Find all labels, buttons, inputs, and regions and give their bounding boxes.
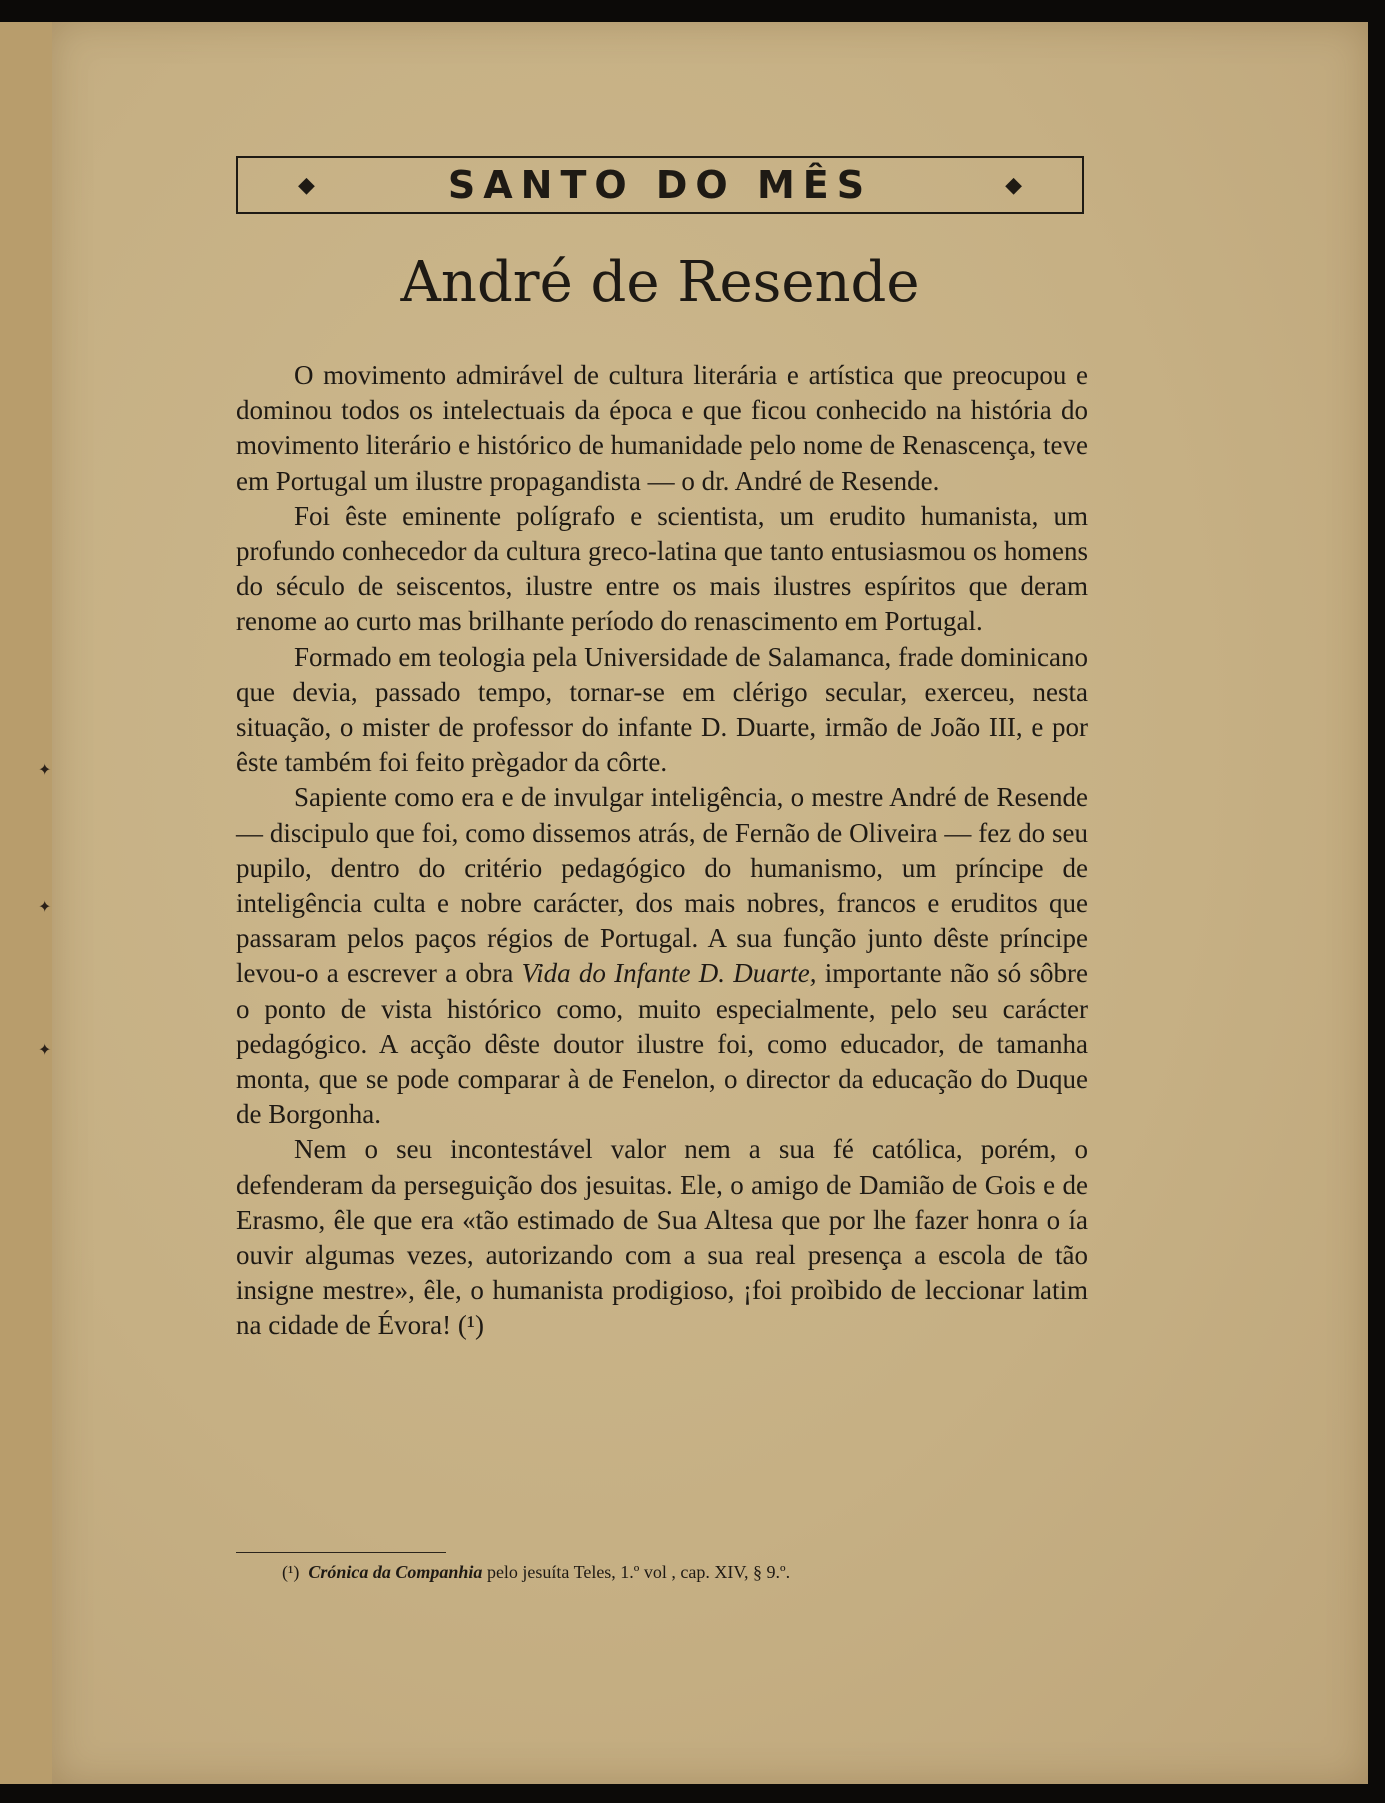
binding-staple-mark: ✦ — [38, 1040, 52, 1059]
binding-staple-mark: ✦ — [38, 760, 52, 779]
footnote-title: Crónica da Companhia — [308, 1562, 483, 1582]
paragraph: Nem o seu incontestável valor nem a sua fé católica, porém, o defenderam da perseguição dos jesuitas. Ele, o amigo de Damião de Gois e de Erasmo, êle que era «tão estimado de Sua Altesa que por lhe fazer honra o ía ouvir algumas vezes, autorizando com a sua real presença a escola de tão insigne mestre», êle, o humanista prodigioso, ¡foi proìbido de leccionar latim na cidade de Évora! (¹) — [236, 1134, 1088, 1341]
paragraph: Sapiente como era e de invulgar inteligência, o mestre André de Resende — discipulo que foi, como dissemos atrás, de Fernão de Oliveira — fez do seu pupilo, dentro do critério pedagógico do humanismo, um príncipe de inteligência culta e nobre carácter, dos mais nobres, francos e eruditos que passaram pelos paços régios de Portugal. A sua função junto dêste príncipe levou-o a escrever a obra Vida do Infante D. Duarte, importante não só sôbre o ponto de vista histórico como, muito especialmente, pelo seu carácter pedagógico. A acção dêste doutor ilustre foi, como educador, de tamanha monta, que se pode comparar à de Fenelon, o director da educação do Duque de Borgonha. — [236, 782, 1088, 1130]
footnote-rule — [236, 1552, 446, 1553]
paragraph: O movimento admirável de cultura literária e artística que preocupou e dominou todos os intelectuais da época e que ficou conhecido na história do movimento literário e histórico de humanidade pelo nome de Renascença, teve em Portugal um ilustre propagandista — o dr. André de Resende. — [236, 360, 1088, 496]
article-title: André de Resende — [400, 250, 920, 315]
paragraph: Foi êste eminente polígrafo e scientista, um erudito humanista, um profundo conhecedor da cultura greco-latina que tanto entusiasmou os homens do século de seiscentos, ilustre entre os mais ilustres espíritos que deram renome ao curto mas brilhante período do renascimento em Portugal. — [236, 500, 1088, 637]
footnote-text: pelo jesuíta Teles, 1.º vol , cap. XIV, § 9.º. — [482, 1562, 791, 1582]
section-header — [236, 156, 1084, 214]
diamond-ornament-icon: ◆ — [298, 172, 315, 198]
book-title: Vida do Infante D. Duarte, — [521, 958, 817, 989]
paragraph: Formado em teologia pela Universidade de Salamanca, frade dominicano que devia, passado tempo, tornar-se em clérigo secular, exerceu, nesta situação, o mister de professor do infante D. Duarte, irmão de João III, e por êste também foi feito prègador da côrte. — [236, 641, 1088, 778]
article-body — [236, 358, 1088, 1344]
footnote — [282, 1562, 1002, 1583]
section-title: SANTO DO MÊS — [447, 163, 873, 207]
diamond-ornament-icon: ◆ — [1005, 172, 1022, 198]
binding-staple-mark: ✦ — [38, 897, 52, 916]
footnote-marker: (¹) — [282, 1562, 300, 1582]
